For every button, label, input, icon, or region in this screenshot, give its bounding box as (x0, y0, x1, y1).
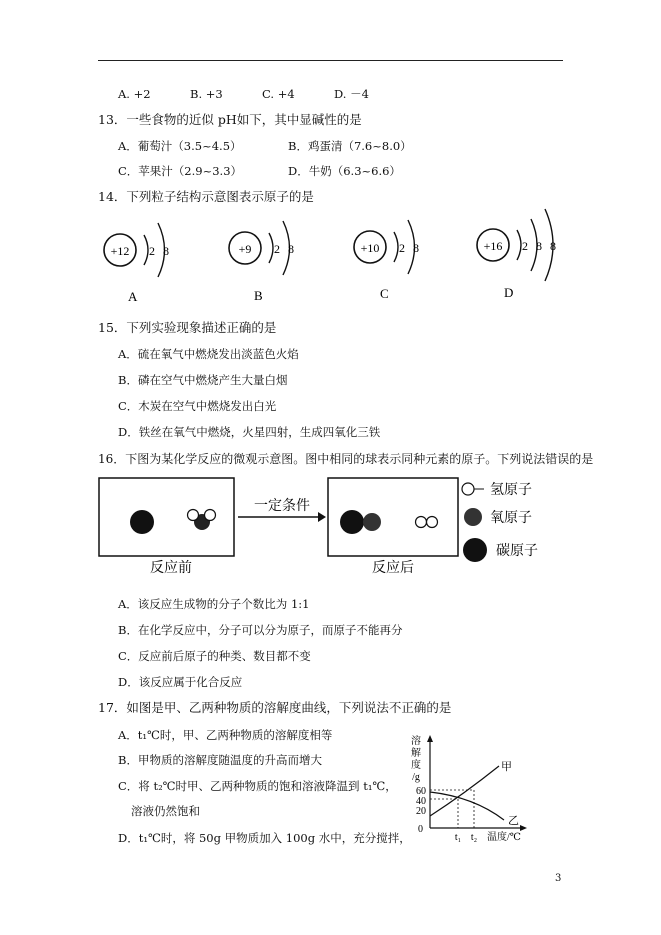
reaction-diagram (96, 472, 566, 582)
q15-stem: 15．下列实验现象描述正确的是 (98, 320, 277, 335)
q13-stem: 13．一些食物的近似 pH如下，其中显碱性的是 (98, 112, 362, 127)
q16-option-c: C．反应前后原子的种类、数目都不变 (118, 649, 311, 663)
graph-ylabel-3: 度 (411, 760, 421, 771)
q13-option-a: A．葡萄汁（3.5~4.5） (118, 139, 242, 153)
graph-xlabel: 温度/℃ (487, 832, 521, 843)
q16-option-a: A．该反应生成物的分子个数比为 1:1 (118, 597, 310, 611)
q13-option-c: C．苹果汁（2.9~3.3） (118, 164, 243, 178)
atom-b-label: B (254, 288, 263, 303)
atom-a-shell-1: 2 (149, 244, 155, 258)
atom-d-label: D (504, 285, 514, 300)
header-rule (98, 60, 563, 61)
atom-c-label: C (380, 286, 389, 301)
q17-option-d: D．t₁℃时，将 50g 甲物质加入 100g 水中，充分搅拌， (118, 831, 411, 845)
atom-diagram-d (477, 209, 556, 300)
reaction-condition: 一定条件 (254, 499, 310, 514)
curve-jia (430, 766, 499, 816)
atom-c-shell-2: 8 (413, 241, 419, 255)
q12-option-c: C. +4 (262, 87, 295, 101)
q16-option-b: B．在化学反应中，分子可以分为原子，而原子不能再分 (118, 623, 403, 637)
legend-hydrogen: 氢原子 (490, 483, 532, 498)
graph-xtick-t2: t₂ (470, 832, 478, 843)
graph-ylabel-4: /g (412, 772, 420, 783)
q17-stem: 17．如图是甲、乙两种物质的溶解度曲线，下列说法不正确的是 (98, 700, 452, 715)
curve-yi (430, 792, 504, 820)
graph-ylabel-1: 溶 (411, 736, 421, 747)
q15-option-d: D．铁丝在氧气中燃烧，火星四射，生成四氧化三铁 (118, 425, 381, 439)
atom-c-shell-1: 2 (399, 241, 405, 255)
graph-ytick-60: 60 (416, 786, 426, 797)
q15-option-a: A．硫在氧气中燃烧发出淡蓝色火焰 (118, 347, 299, 361)
q16-stem: 16．下图为某化学反应的微观示意图。图中相同的球表示同种元素的原子。下列说法错误的是 (98, 452, 594, 466)
graph-ytick-40: 40 (416, 796, 426, 807)
q16-option-d: D．该反应属于化合反应 (118, 675, 243, 689)
q12-option-d: D. －4 (334, 87, 369, 101)
q15-option-b: B．磷在空气中燃烧产生大量白烟 (118, 373, 288, 387)
atom-d-shell-2: 8 (536, 239, 542, 253)
solubility-graph (404, 732, 534, 844)
atom-diagrams (95, 205, 565, 305)
atom-diagram-c (354, 220, 419, 301)
legend-carbon: 碳原子 (496, 544, 538, 559)
atom-c-nucleus: +10 (360, 241, 380, 255)
atom-a-shell-2: 8 (163, 244, 169, 258)
q12-option-b: B. +3 (190, 87, 223, 101)
atom-a-label: A (128, 289, 138, 304)
q13-option-d: D．牛奶（6.3~6.6） (288, 164, 401, 178)
legend-oxygen: 氧原子 (490, 511, 532, 526)
q13-option-b: B．鸡蛋清（7.6~8.0） (288, 139, 412, 153)
curve-jia-label: 甲 (501, 761, 512, 773)
before-label: 反应前 (150, 561, 192, 576)
q17-option-c-cont: 溶液仍然饱和 (131, 804, 200, 818)
graph-origin: 0 (418, 824, 423, 835)
page-number: 3 (555, 873, 562, 884)
atom-d-shell-1: 2 (522, 239, 528, 253)
atom-d-nucleus: +16 (483, 239, 503, 253)
q12-option-a: A. +2 (118, 87, 151, 101)
graph-ytick-20: 20 (416, 806, 426, 817)
atom-diagram-b (229, 221, 294, 303)
q17-option-a: A．t₁℃时，甲、乙两种物质的溶解度相等 (118, 728, 333, 742)
graph-ylabel-2: 解 (411, 748, 421, 759)
atom-a-nucleus: +12 (110, 244, 130, 258)
atom-d-shell-3: 8 (550, 239, 556, 253)
curve-yi-label: 乙 (508, 815, 519, 827)
q14-stem: 14．下列粒子结构示意图表示原子的是 (98, 189, 314, 204)
atom-b-shell-2: 8 (288, 242, 294, 256)
atom-b-nucleus: +9 (238, 242, 252, 256)
q15-option-c: C．木炭在空气中燃烧发出白光 (118, 399, 277, 413)
atom-diagram-a (104, 223, 169, 304)
graph-xtick-t1: t₁ (454, 832, 462, 843)
q17-option-c: C．将 t₂℃时甲、乙两种物质的饱和溶液降温到 t₁℃， (118, 779, 397, 793)
q17-option-b: B．甲物质的溶解度随温度的升高而增大 (118, 753, 322, 767)
atom-b-shell-1: 2 (274, 242, 280, 256)
after-label: 反应后 (372, 561, 414, 576)
